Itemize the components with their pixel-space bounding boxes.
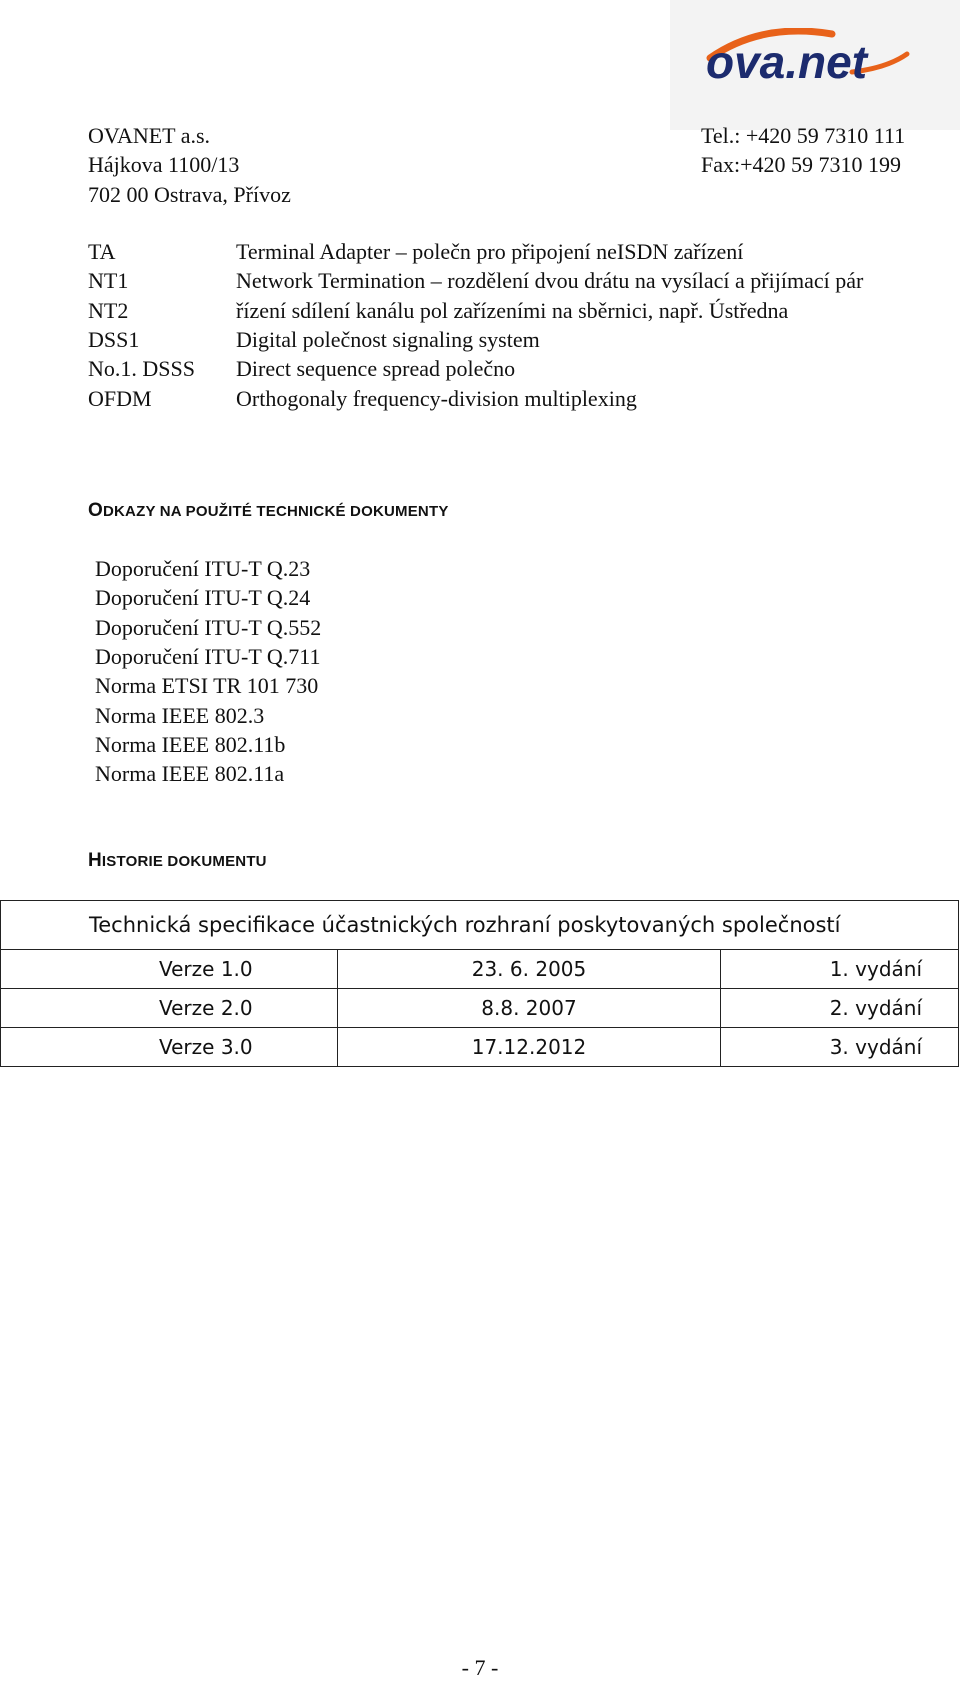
- references-heading-rest: DKAZY NA POUŽITÉ TECHNICKÉ DOKUMENTY: [102, 503, 449, 520]
- reference-item: Norma IEEE 802.3: [95, 703, 265, 728]
- version-text: Verze 2.0: [159, 996, 253, 1020]
- company-street: Hájkova 1100/13: [88, 152, 240, 177]
- edition-cell: 1. vydání: [721, 950, 959, 989]
- date-cell: 17.12.2012: [338, 1028, 721, 1067]
- version-text: Verze 3.0: [159, 1035, 253, 1059]
- references-heading-initial: O: [88, 500, 103, 521]
- reference-item: Norma IEEE 802.11a: [95, 761, 285, 786]
- reference-item: Doporučení ITU-T Q.23: [95, 556, 311, 581]
- abbreviation-definition: Direct sequence spread polečno: [236, 356, 516, 381]
- version-cell: [1, 1028, 338, 1067]
- history-heading-initial: H: [88, 850, 102, 871]
- history-table: [0, 900, 959, 1067]
- abbreviation: TA: [88, 239, 116, 264]
- abbreviation: No.1. DSSS: [88, 356, 195, 381]
- logo-text: ova.net: [706, 36, 868, 88]
- abbreviation-definition: Network Termination – rozdělení dvou drátu na vysílací a přijímací pár: [236, 268, 864, 293]
- history-heading: [88, 850, 267, 872]
- version-text: Verze 1.0: [159, 957, 253, 981]
- abbreviation-definition: Digital polečnost signaling system: [236, 327, 540, 352]
- version-cell: [1, 989, 338, 1028]
- abbreviation: NT1: [88, 268, 129, 293]
- date-cell: 23. 6. 2005: [338, 950, 721, 989]
- history-heading-rest: ISTORIE DOKUMENTU: [101, 853, 267, 870]
- edition-cell: 2. vydání: [721, 989, 959, 1028]
- history-table-title-row: [1, 901, 959, 950]
- ovanet-logo-graphic: [702, 28, 932, 98]
- abbreviation: OFDM: [88, 386, 152, 411]
- company-city: 702 00 Ostrava, Přívoz: [88, 182, 291, 207]
- history-table-title: Technická specifikace účastnických rozhraní poskytovaných společností: [1, 901, 959, 950]
- reference-item: Doporučení ITU-T Q.711: [95, 644, 321, 669]
- abbreviation: DSS1: [88, 327, 140, 352]
- abbreviation-definition: řízení sdílení kanálu pol zařízeními na sběrnici, např. Ústředna: [236, 298, 789, 323]
- table-row: [1, 950, 959, 989]
- references-heading: [88, 500, 449, 522]
- reference-item: Doporučení ITU-T Q.24: [95, 585, 311, 610]
- company-name: OVANET a.s.: [88, 123, 211, 148]
- date-cell: 8.8. 2007: [338, 989, 721, 1028]
- company-tel: Tel.: +420 59 7310 111: [701, 123, 906, 148]
- reference-item: Norma IEEE 802.11b: [95, 732, 286, 757]
- reference-item: Doporučení ITU-T Q.552: [95, 615, 322, 640]
- reference-item: Norma ETSI TR 101 730: [95, 673, 319, 698]
- abbreviation-definition: Terminal Adapter – polečn pro připojení neISDN zařízení: [236, 239, 744, 264]
- abbreviation-definition: Orthogonaly frequency-division multiplexing: [236, 386, 637, 411]
- table-row: [1, 989, 959, 1028]
- company-logo: [670, 0, 960, 130]
- company-fax: Fax:+420 59 7310 199: [701, 152, 902, 177]
- abbreviation: NT2: [88, 298, 129, 323]
- version-cell: [1, 950, 338, 989]
- table-row: [1, 1028, 959, 1067]
- edition-cell: 3. vydání: [721, 1028, 959, 1067]
- page-number: - 7 -: [461, 1655, 499, 1680]
